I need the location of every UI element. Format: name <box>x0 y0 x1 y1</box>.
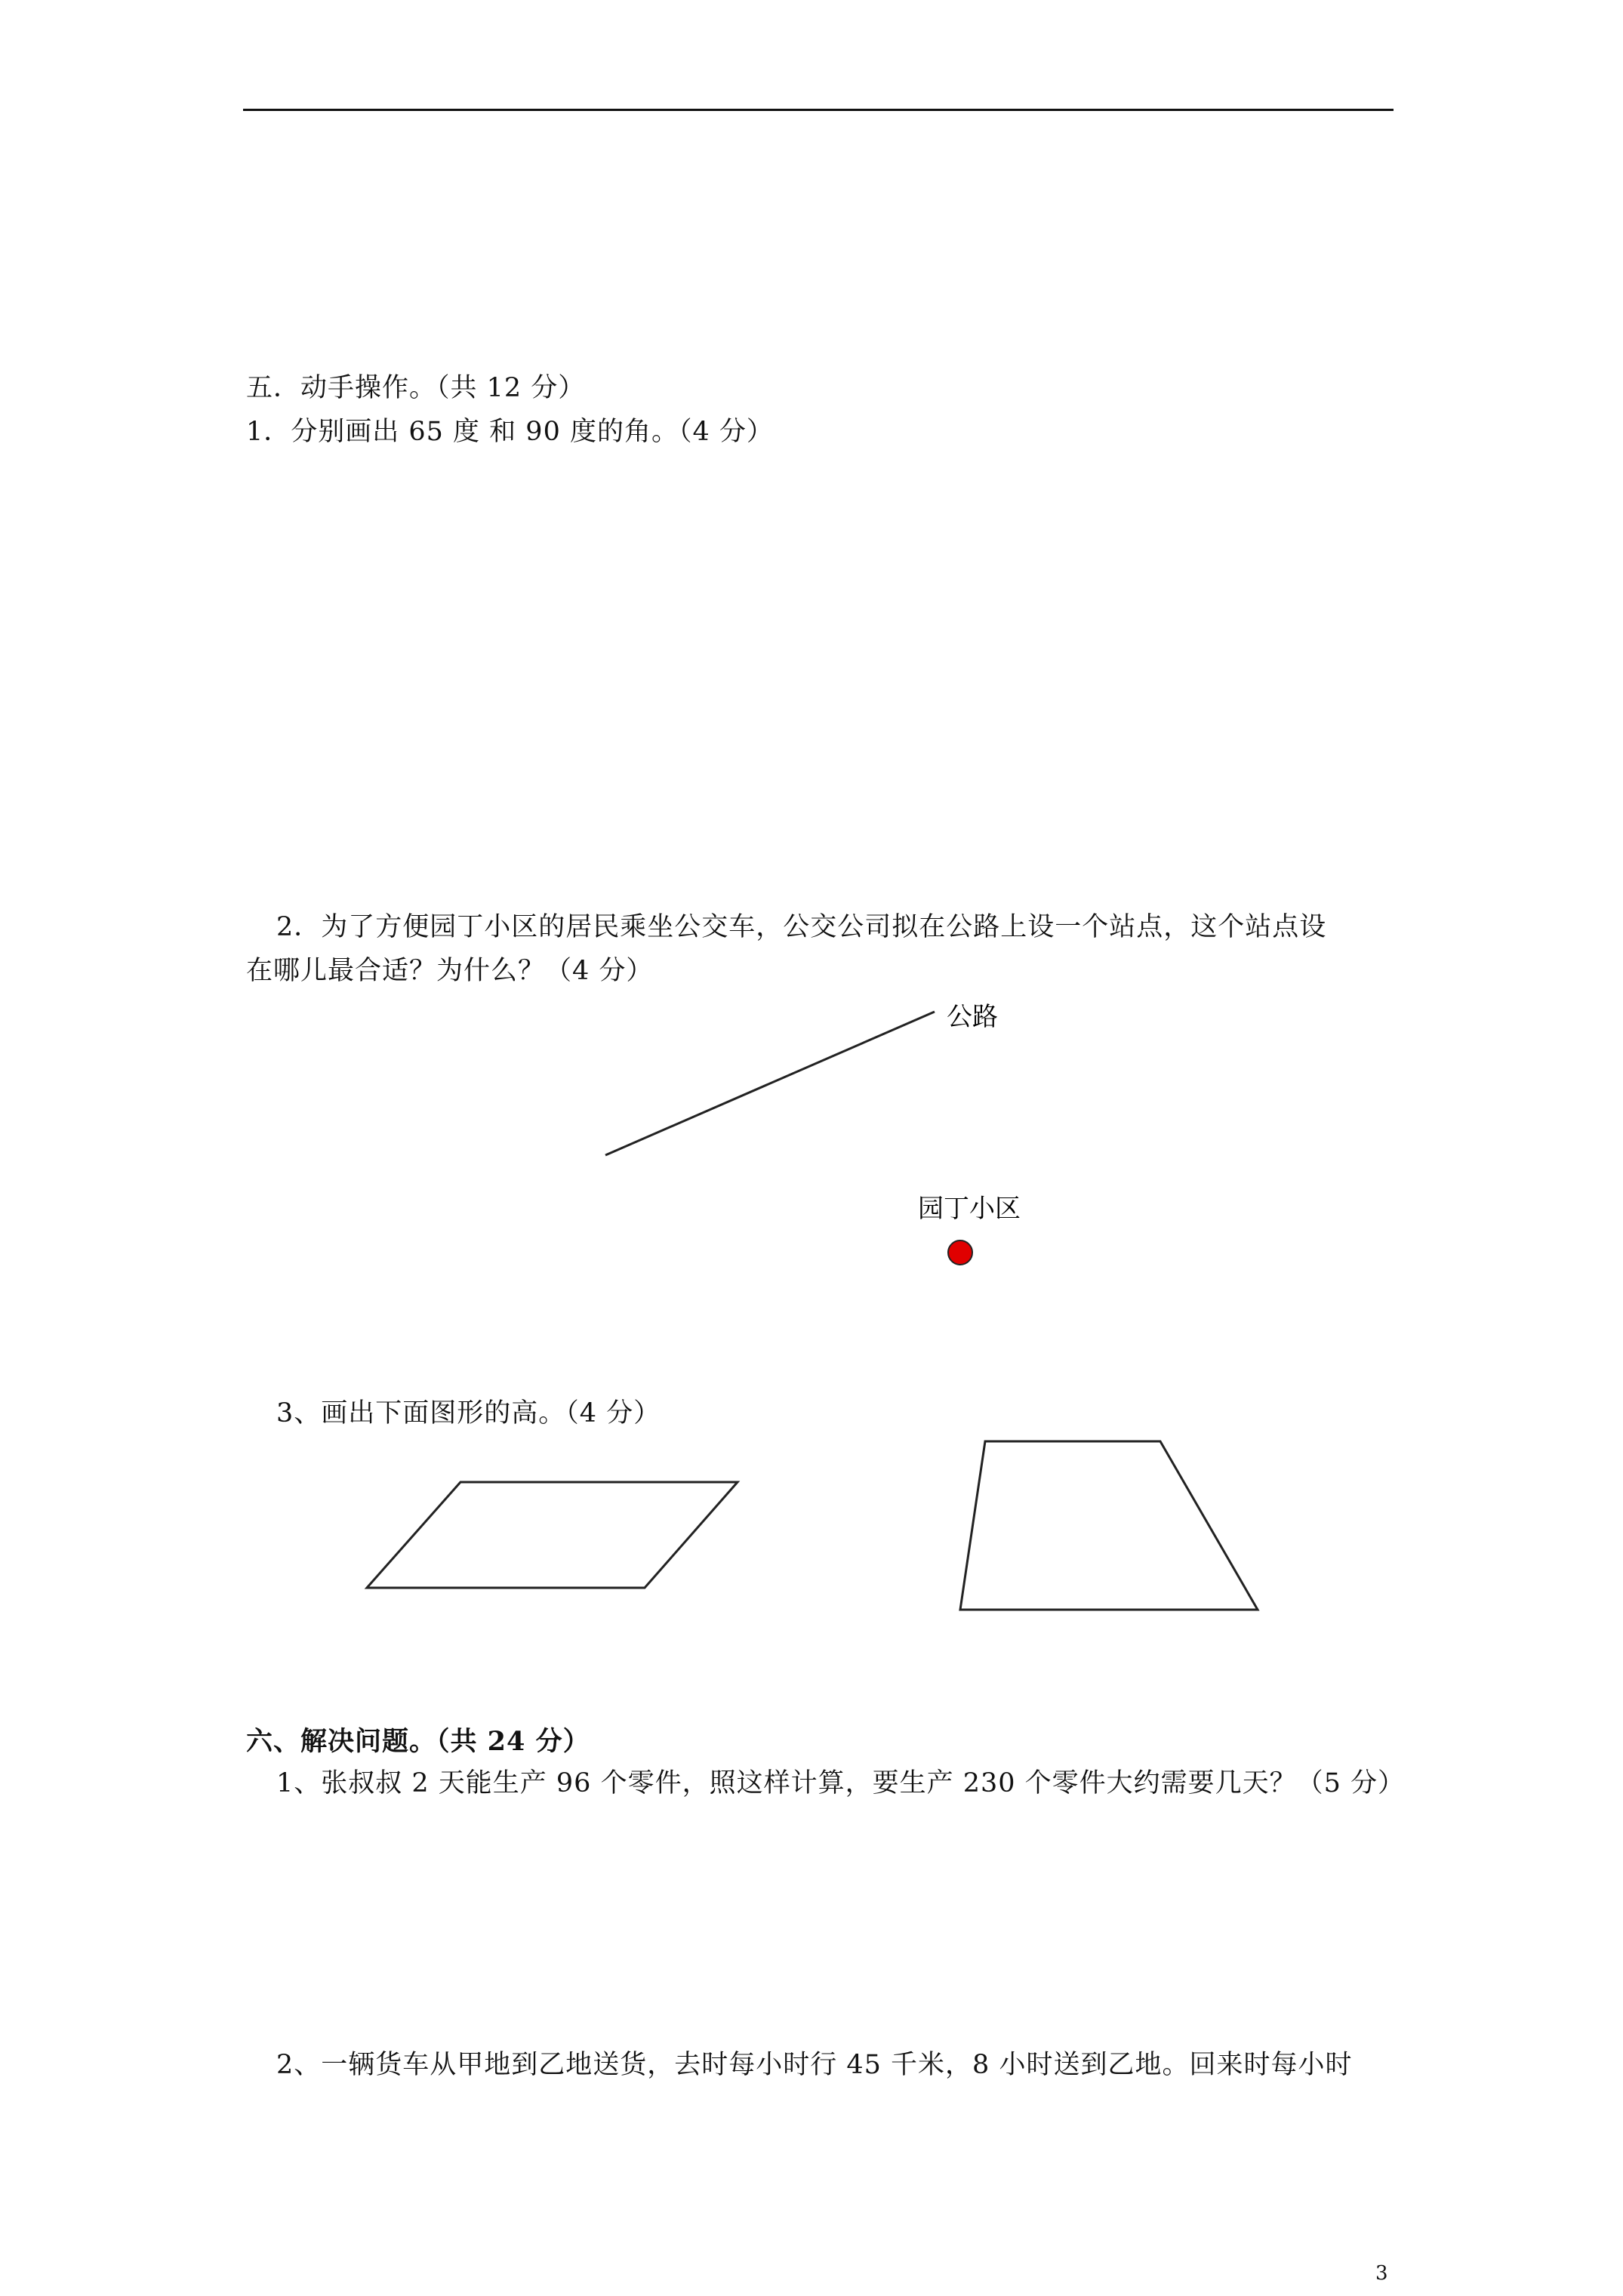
question-6-2: 2、一辆货车从甲地到乙地送货，去时每小时行 45 千米，8 小时送到乙地。回来时每小时 <box>276 2050 1353 2080</box>
parallelogram-shape <box>367 1482 738 1588</box>
section-six-title: 六、解决问题。（共 24 分） <box>246 1726 590 1757</box>
section-five-title: 五．动手操作。（共 12 分） <box>246 373 586 403</box>
community-label: 园丁小区 <box>918 1194 1021 1224</box>
question-5-3: 3、画出下面图形的高。（4 分） <box>276 1398 661 1428</box>
question-5-2-line2: 在哪儿最合适？为什么？（4 分） <box>246 956 654 986</box>
question-5-2-line1: 2．为了方便园丁小区的居民乘坐公交车，公交公司拟在公路上设一个站点，这个站点设 <box>276 912 1327 942</box>
community-dot <box>948 1240 972 1265</box>
trapezoid-shape <box>960 1441 1258 1610</box>
question-6-1: 1、张叔叔 2 天能生产 96 个零件，照这样计算，要生产 230 个零件大约需要几天？（5 分） <box>276 1768 1406 1798</box>
page-number: 3 <box>1375 2262 1388 2285</box>
road-label: 公路 <box>947 1002 998 1032</box>
road-line <box>605 1012 935 1155</box>
question-5-1: 1．分别画出 65 度 和 90 度的角。（4 分） <box>246 417 774 447</box>
